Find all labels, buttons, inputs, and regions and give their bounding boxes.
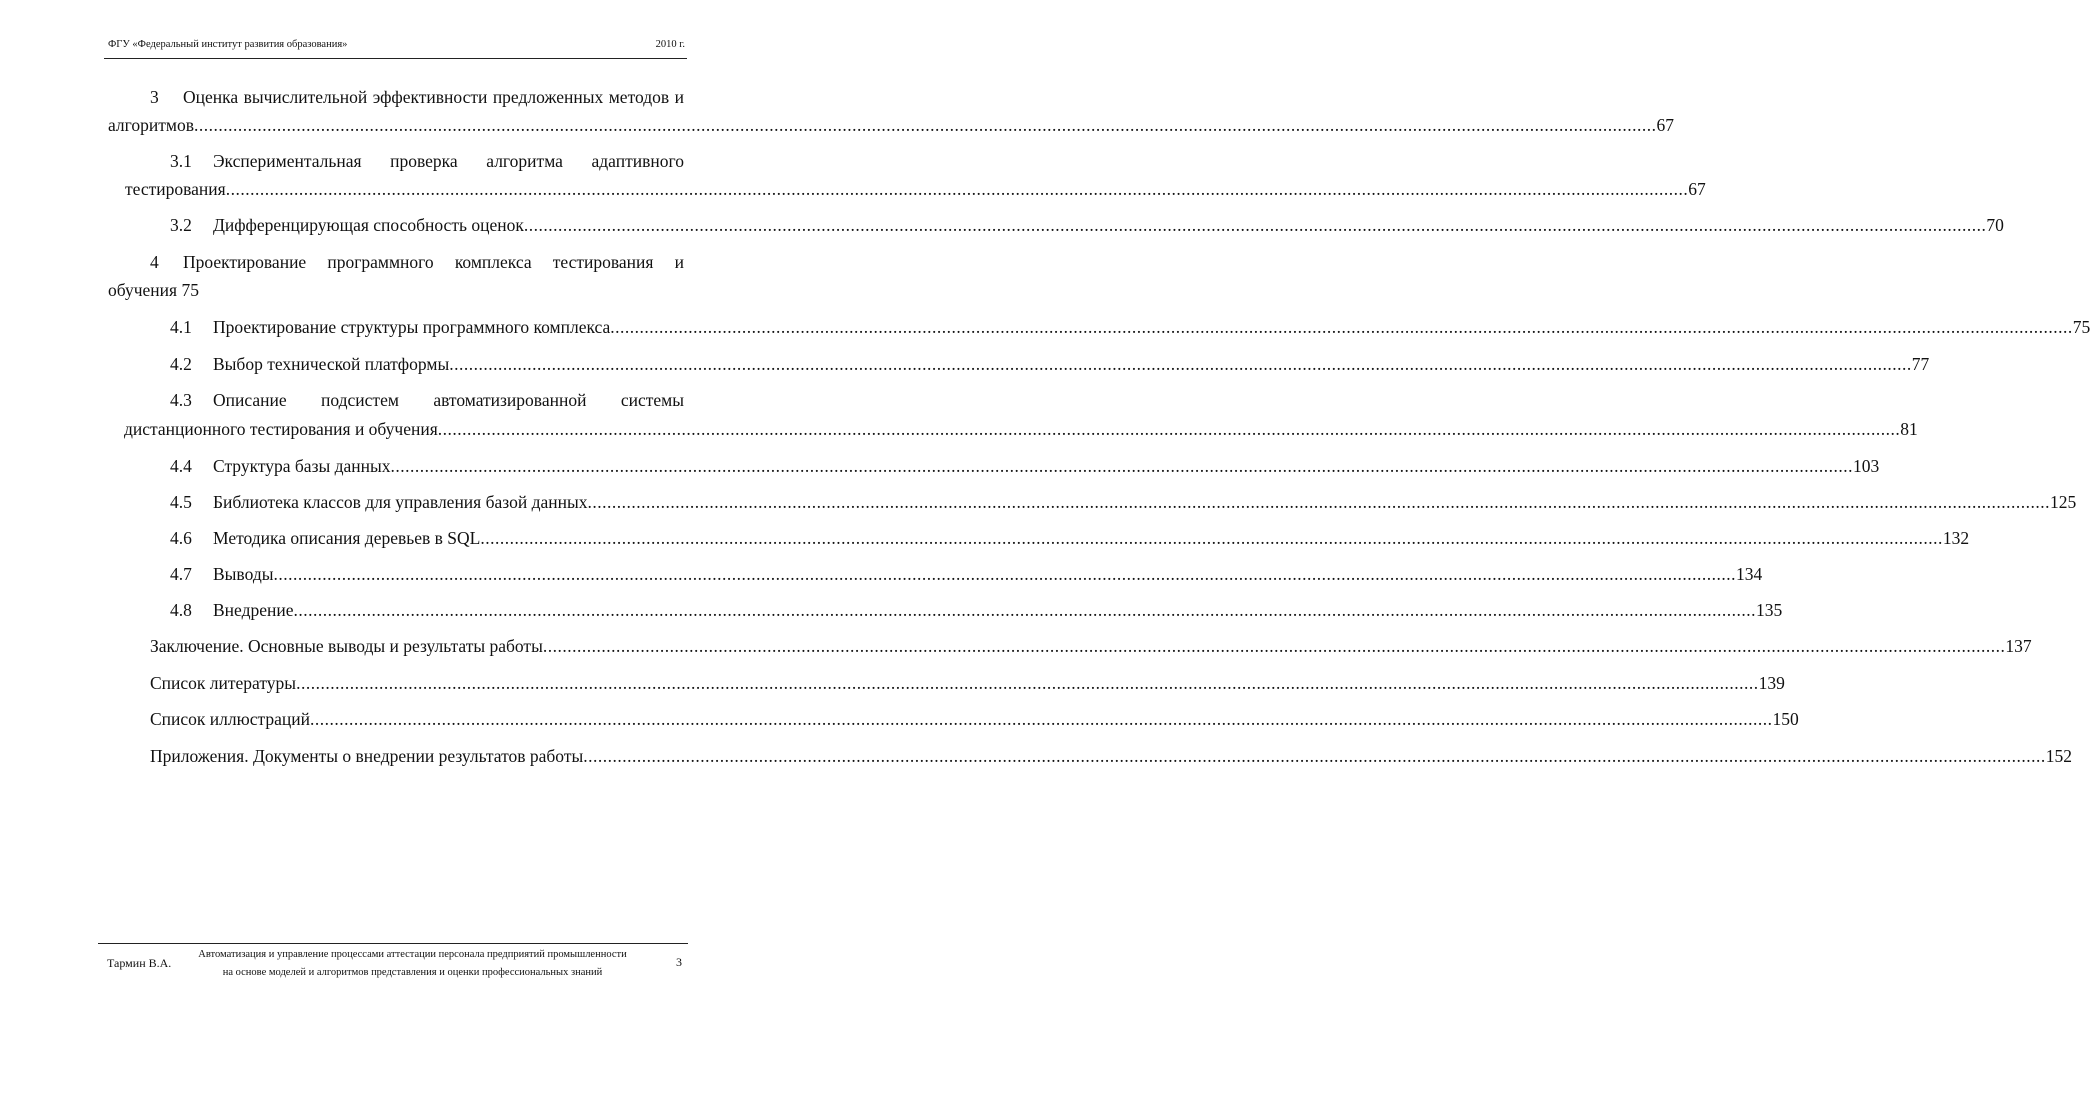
- toc-entry-title: Библиотека классов для управления базой данных: [213, 492, 588, 512]
- toc-leader-dots: ............................................................................................................................................................................................................................................................................................................: [194, 115, 1657, 135]
- toc-title-word: методов: [608, 87, 670, 107]
- toc-entry-number: 4.7: [170, 564, 192, 584]
- toc-leader-dots: ............................................................................................................................................................................................................................................................................................................: [296, 673, 1759, 693]
- toc-entry-continuation: [124, 418, 1918, 440]
- toc-title-word: системы: [620, 390, 684, 410]
- toc-title-word: комплекса: [454, 252, 532, 272]
- toc-entry-continuation: [125, 178, 1706, 200]
- toc-entry: [213, 491, 2077, 513]
- toc-entry-page: 150: [1772, 709, 1799, 729]
- toc-entry-title: Методика описания деревьев в SQL: [213, 528, 481, 548]
- toc-entry-title: Внедрение: [213, 600, 294, 620]
- toc-entry-page: 77: [1911, 354, 1930, 374]
- toc-entry: [213, 599, 1783, 621]
- toc-entry: [150, 672, 1785, 694]
- toc-entry-title: дистанционного тестирования и обучения: [124, 419, 438, 439]
- toc-entry-page: 135: [1756, 600, 1783, 620]
- toc-title-word: Оценка: [183, 87, 239, 107]
- toc-entry-page: 75: [2072, 317, 2090, 337]
- footer-title-line-2: на основе моделей и алгоритмов представления и оценки профессиональных знаний: [222, 967, 603, 978]
- toc-entry-number: 3.1: [170, 151, 192, 171]
- footer-page-number: 3: [676, 955, 682, 969]
- toc-entry-number: 4.3: [170, 390, 192, 410]
- toc-entry-page: 137: [2005, 636, 2032, 656]
- toc-title-word: эффективности: [372, 87, 488, 107]
- toc-entry-page: 132: [1942, 528, 1970, 548]
- toc-entry: [213, 214, 2004, 236]
- toc-entry-page: 81: [1900, 419, 1918, 439]
- toc-entry-title-justified: [183, 251, 684, 273]
- toc-leader-dots: ............................................................................................................................................................................................................................................................................................................: [542, 636, 2006, 656]
- toc-entry-number: 3: [150, 87, 159, 107]
- toc-entry: [213, 353, 1930, 375]
- toc-entry-page: 134: [1735, 564, 1763, 584]
- toc-title-word: Описание: [213, 390, 287, 410]
- toc-entry-title-justified: [183, 86, 684, 108]
- toc-entry-title: Дифференцирующая способность оценок: [213, 215, 524, 235]
- toc-entry-title: Структура базы данных: [213, 456, 391, 476]
- toc-entry-number: 3.2: [170, 215, 192, 235]
- toc-entry-page: 103: [1853, 456, 1880, 476]
- toc-entry: [213, 316, 2090, 338]
- toc-leader-dots: ............................................................................................................................................................................................................................................................................................................: [437, 419, 1901, 439]
- toc-entry-page: 139: [1758, 673, 1785, 693]
- toc-title-word: предложенных: [492, 87, 604, 107]
- header-organization: ФГУ «Федеральный институт развития образования»: [108, 39, 348, 50]
- toc-entry-title: Проектирование структуры программного комплекса: [213, 317, 611, 337]
- footer-divider: [98, 943, 688, 944]
- toc-entry: [213, 563, 1763, 585]
- toc-entry-continuation: обучения 75: [108, 280, 199, 300]
- toc-leader-dots: ............................................................................................................................................................................................................................................................................................................: [390, 456, 1854, 476]
- toc-entry-number: 4.4: [170, 456, 192, 476]
- toc-entry-title-justified: [213, 150, 684, 172]
- toc-entry-page: 70: [1986, 215, 2004, 235]
- toc-title-word: автоматизированной: [433, 390, 587, 410]
- toc-entry: [150, 635, 2032, 657]
- toc-entry-title: тестирования: [125, 179, 226, 199]
- toc-title-word: Экспериментальная: [213, 151, 362, 171]
- toc-entry-title: Список иллюстраций: [150, 709, 310, 729]
- toc-entry: [150, 745, 2072, 767]
- toc-entry-page: 67: [1656, 115, 1674, 135]
- header-year: 2010 г.: [655, 39, 685, 50]
- toc-leader-dots: ............................................................................................................................................................................................................................................................................................................: [449, 354, 1912, 374]
- toc-leader-dots: ............................................................................................................................................................................................................................................................................................................: [587, 492, 2050, 512]
- toc-entry-title: Выбор технической платформы: [213, 354, 450, 374]
- toc-title-word: адаптивного: [591, 151, 684, 171]
- toc-entry-page: 67: [1688, 179, 1706, 199]
- toc-entry: [150, 708, 1799, 730]
- toc-entry-number: 4.8: [170, 600, 192, 620]
- toc-leader-dots: ............................................................................................................................................................................................................................................................................................................: [523, 215, 1987, 235]
- toc-leader-dots: ............................................................................................................................................................................................................................................................................................................: [225, 179, 1689, 199]
- toc-entry-number: 4.5: [170, 492, 192, 512]
- toc-leader-dots: ............................................................................................................................................................................................................................................................................................................: [309, 709, 1773, 729]
- toc-title-word: вычислительной: [243, 87, 368, 107]
- toc-entry-continuation: [108, 114, 1674, 136]
- footer-title: [160, 946, 665, 982]
- toc-leader-dots: ............................................................................................................................................................................................................................................................................................................: [293, 600, 1756, 620]
- toc-entry-title-justified: [213, 389, 684, 411]
- toc-title-word: проверка: [390, 151, 458, 171]
- toc-leader-dots: ............................................................................................................................................................................................................................................................................................................: [583, 746, 2046, 766]
- toc-entry-number: 4.6: [170, 528, 192, 548]
- toc-title-word: тестирования: [552, 252, 654, 272]
- toc-entry-page: 125: [2049, 492, 2077, 512]
- toc-entry-title: Список литературы: [150, 673, 297, 693]
- toc-entry-title: Выводы: [213, 564, 274, 584]
- toc-entry-title: Приложения. Документы о внедрении результатов работы: [150, 746, 584, 766]
- toc-title-word: и: [674, 87, 684, 107]
- toc-entry-number: 4.1: [170, 317, 192, 337]
- footer-title-line-1: Автоматизация и управление процессами аттестации персонала предприятий промышленности: [198, 949, 627, 960]
- toc-entry-number: 4: [150, 252, 159, 272]
- toc-entry: [213, 455, 1880, 477]
- toc-title-word: и: [674, 252, 684, 272]
- toc-title-word: Проектирование: [183, 252, 307, 272]
- toc-title-word: подсистем: [321, 390, 399, 410]
- toc-title-word: алгоритма: [486, 151, 563, 171]
- toc-title-word: программного: [327, 252, 434, 272]
- toc-leader-dots: ............................................................................................................................................................................................................................................................................................................: [273, 564, 1736, 584]
- footer-author: Тармин В.А.: [107, 956, 172, 970]
- toc-leader-dots: ............................................................................................................................................................................................................................................................................................................: [610, 317, 2073, 337]
- toc-entry: [213, 527, 1970, 549]
- toc-leader-dots: ............................................................................................................................................................................................................................................................................................................: [480, 528, 1943, 548]
- toc-entry-title: алгоритмов: [108, 115, 194, 135]
- toc-entry-page: 152: [2045, 746, 2072, 766]
- toc-entry-title: Заключение. Основные выводы и результаты работы: [150, 636, 543, 656]
- toc-entry-number: 4.2: [170, 354, 192, 374]
